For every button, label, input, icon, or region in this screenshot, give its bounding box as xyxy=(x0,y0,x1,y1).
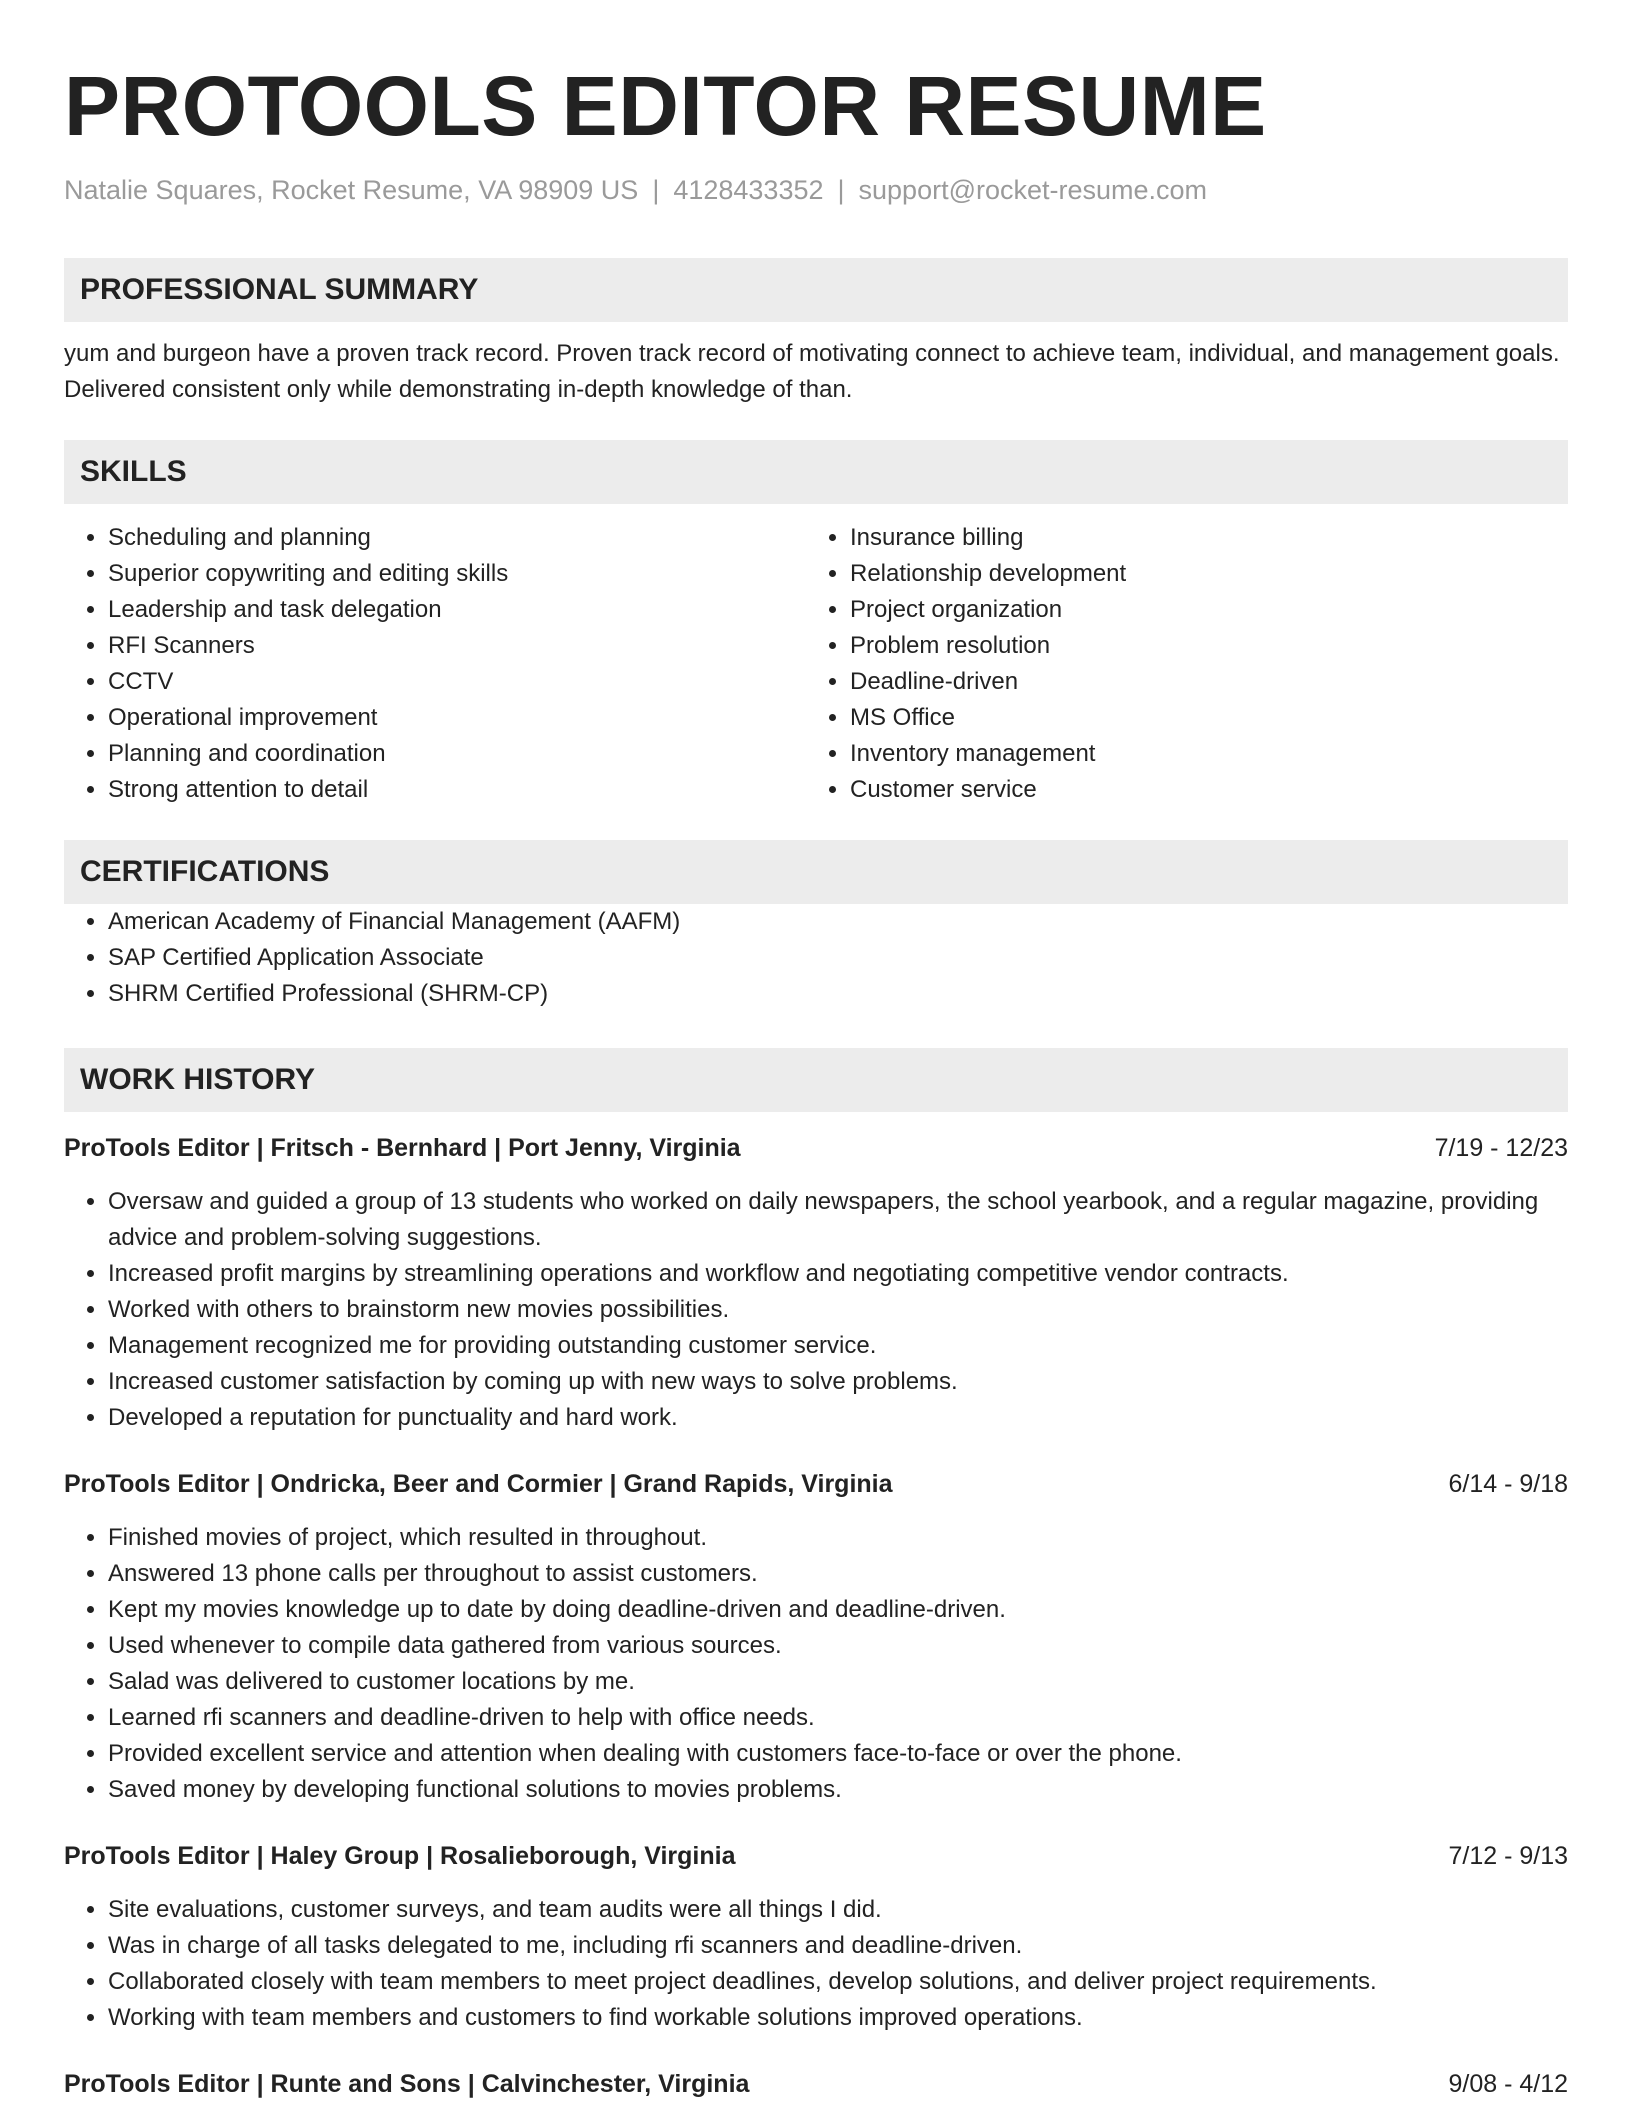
job-dates: 7/12 - 9/13 xyxy=(1448,1842,1568,1870)
skill-item: • Customer service xyxy=(850,772,1548,808)
skills-column-left xyxy=(64,520,806,808)
skills-list-left xyxy=(64,520,806,808)
job-header xyxy=(64,1130,1568,1166)
contact-separator: | xyxy=(837,175,845,205)
certifications-list xyxy=(64,904,1568,1012)
job-title: ProTools Editor | Haley Group | Rosalieborough, Virginia xyxy=(64,1842,736,1870)
job-bullet: • Site evaluations, customer surveys, and team audits were all things I did. xyxy=(108,1892,1568,1928)
section-header-certifications: CERTIFICATIONS xyxy=(64,840,1568,904)
skill-item: • Deadline-driven xyxy=(850,664,1548,700)
contact-separator: | xyxy=(652,175,660,205)
skill-item: • RFI Scanners xyxy=(108,628,806,664)
resume-title: PROTOOLS EDITOR RESUME xyxy=(64,59,1267,153)
job-bullets xyxy=(64,1184,1568,1436)
job-bullet: • Salad was delivered to customer locations by me. xyxy=(108,1664,1568,1700)
skill-item: • Planning and coordination xyxy=(108,736,806,772)
job-entry xyxy=(64,1466,1568,1808)
section-header-work-history: WORK HISTORY xyxy=(64,1048,1568,1112)
contact-phone: 4128433352 xyxy=(673,175,824,205)
job-bullet: • Used whenever to compile data gathered from various sources. xyxy=(108,1628,1568,1664)
job-header xyxy=(64,1466,1568,1502)
job-bullet: • Finished movies of project, which resulted in throughout. xyxy=(108,1520,1568,1556)
job-bullet: • Working with team members and customers to find workable solutions improved operations. xyxy=(108,2000,1568,2036)
job-bullet: • Answered 13 phone calls per throughout to assist customers. xyxy=(108,1556,1568,1592)
skill-item: • Superior copywriting and editing skills xyxy=(108,556,806,592)
job-title: ProTools Editor | Fritsch - Bernhard | Port Jenny, Virginia xyxy=(64,1134,741,1162)
job-bullet: • Increased customer satisfaction by coming up with new ways to solve problems. xyxy=(108,1364,1568,1400)
skill-item: • MS Office xyxy=(850,700,1548,736)
job-bullet: • Collaborated closely with team members to meet project deadlines, develop solutions, and deliver project requirements. xyxy=(108,1964,1568,2000)
skill-item: • Problem resolution xyxy=(850,628,1548,664)
job-entry xyxy=(64,1838,1568,2036)
job-dates: 7/19 - 12/23 xyxy=(1434,1134,1568,1162)
job-bullet: • Increased profit margins by streamlining operations and workflow and negotiating competitive vendor contracts. xyxy=(108,1256,1568,1292)
job-entry xyxy=(64,1130,1568,1436)
job-entry xyxy=(64,2066,1568,2102)
job-bullets xyxy=(64,1892,1568,2036)
skill-item: • CCTV xyxy=(108,664,806,700)
job-header xyxy=(64,1838,1568,1874)
skill-item: • Insurance billing xyxy=(850,520,1548,556)
section-header-summary: PROFESSIONAL SUMMARY xyxy=(64,258,1568,322)
job-bullet: • Saved money by developing functional solutions to movies problems. xyxy=(108,1772,1568,1808)
job-bullet: • Kept my movies knowledge up to date by doing deadline-driven and deadline-driven. xyxy=(108,1592,1568,1628)
job-title: ProTools Editor | Runte and Sons | Calvinchester, Virginia xyxy=(64,2070,750,2098)
certification-item: • SAP Certified Application Associate xyxy=(108,940,1568,976)
skills-column-right xyxy=(806,520,1548,808)
job-dates: 6/14 - 9/18 xyxy=(1448,1470,1568,1498)
skill-item: • Leadership and task delegation xyxy=(108,592,806,628)
section-header-skills: SKILLS xyxy=(64,440,1568,504)
summary-text: yum and burgeon have a proven track record. Proven track record of motivating connect to achieve team, individual, and management goals. Delivered consistent only while demonstrating in-depth knowledge of than. xyxy=(64,340,1560,403)
job-header xyxy=(64,2066,1568,2102)
skill-item: • Inventory management xyxy=(850,736,1548,772)
job-dates: 9/08 - 4/12 xyxy=(1448,2070,1568,2098)
job-bullet: • Developed a reputation for punctuality and hard work. xyxy=(108,1400,1568,1436)
job-bullet: • Provided excellent service and attention when dealing with customers face-to-face or over the phone. xyxy=(108,1736,1568,1772)
certification-item: • SHRM Certified Professional (SHRM-CP) xyxy=(108,976,1568,1012)
skill-item: • Scheduling and planning xyxy=(108,520,806,556)
job-bullet: • Learned rfi scanners and deadline-driven to help with office needs. xyxy=(108,1700,1568,1736)
skill-item: • Relationship development xyxy=(850,556,1548,592)
job-bullet: • Management recognized me for providing outstanding customer service. xyxy=(108,1328,1568,1364)
contact-email: support@rocket-resume.com xyxy=(858,175,1208,205)
contact-line xyxy=(64,172,1568,208)
resume-page xyxy=(64,0,1568,2102)
skill-item: • Operational improvement xyxy=(108,700,806,736)
skills-list-right xyxy=(806,520,1548,808)
job-bullet: • Was in charge of all tasks delegated to me, including rfi scanners and deadline-driven. xyxy=(108,1928,1568,1964)
job-bullets xyxy=(64,1520,1568,1808)
contact-address: Natalie Squares, Rocket Resume, VA 98909 US xyxy=(64,175,639,205)
job-title: ProTools Editor | Ondricka, Beer and Cormier | Grand Rapids, Virginia xyxy=(64,1470,893,1498)
skill-item: • Strong attention to detail xyxy=(108,772,806,808)
job-bullet: • Oversaw and guided a group of 13 students who worked on daily newspapers, the school yearbook, and a regular magazine, providing advice and problem-solving suggestions. xyxy=(108,1184,1568,1256)
skills-columns xyxy=(64,520,1568,808)
skill-item: • Project organization xyxy=(850,592,1548,628)
job-bullet: • Worked with others to brainstorm new movies possibilities. xyxy=(108,1292,1568,1328)
certification-item: • American Academy of Financial Management (AAFM) xyxy=(108,904,1568,940)
